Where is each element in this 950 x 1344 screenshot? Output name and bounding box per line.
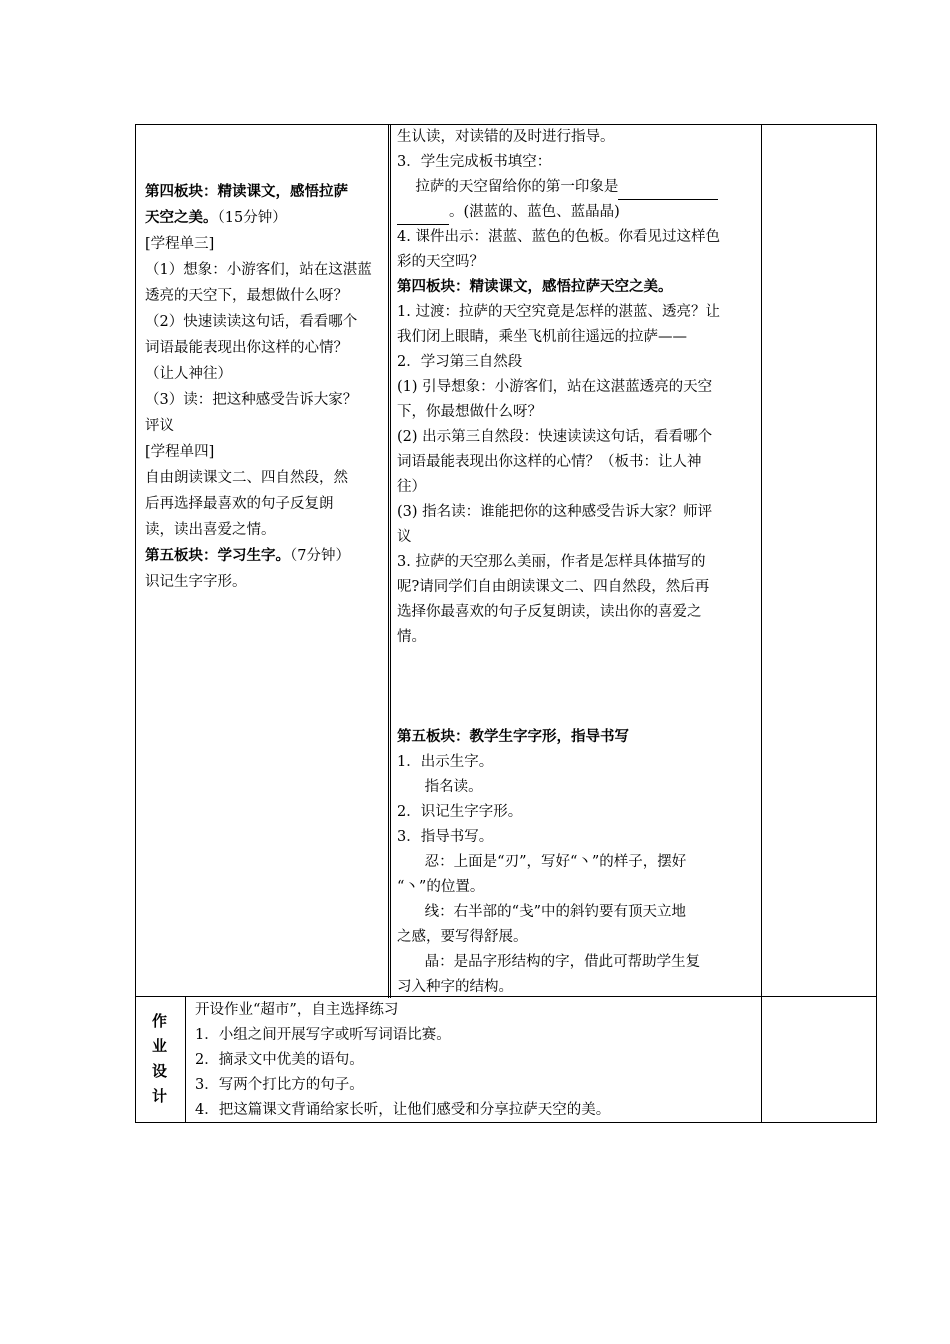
text-line [145, 439, 387, 465]
bold-heading: 第五板块：教学生字字形，指导书写 [397, 729, 629, 745]
body-text: （3）读：把这种感受告诉大家？ [145, 392, 358, 408]
body-text: （2）快速读读这句话，看看哪个 [145, 314, 358, 330]
text-line [397, 275, 759, 300]
text-line [145, 335, 387, 361]
homework-label-char: 业 [152, 1037, 168, 1055]
text-line [397, 150, 759, 175]
body-text: 词语最能表现出你这样的心情？ [145, 340, 348, 356]
body-text: 我们闭上眼睛，乘坐飞机前往遥远的拉萨—— [397, 329, 687, 345]
fill-in-blank [397, 208, 449, 225]
text-line [145, 231, 387, 257]
text-line [397, 325, 759, 350]
text-line [397, 575, 759, 600]
text-line [145, 569, 387, 595]
body-text: 呢?请同学们自由朗读课文二、四自然段，然后再 [397, 579, 710, 595]
text-line [145, 413, 387, 439]
body-text: (1) 引导想象：小游客们，站在这湛蓝透亮的天空 [397, 379, 713, 395]
text-line [145, 179, 387, 205]
text-line [145, 465, 387, 491]
text-line [397, 125, 759, 150]
text-line [397, 700, 759, 725]
homework-item: 4．把这篇课文背诵给家长听，让他们感受和分享拉萨天空的美。 [195, 1102, 611, 1118]
lesson-plan-table [135, 124, 877, 1123]
text-line [145, 543, 387, 569]
homework-item: 1．小组之间开展写字或听写词语比赛。 [195, 1027, 451, 1043]
body-text: 习入种字的结构。 [397, 979, 513, 995]
text-line [145, 387, 387, 413]
text-line [397, 900, 759, 925]
homework-content-cell [195, 998, 755, 1123]
body-text: 4. 课件出示：湛蓝、蓝色的色板。你看见过这样色 [397, 229, 720, 245]
body-text: 1．出示生字。 [397, 754, 494, 770]
text-line [397, 875, 759, 900]
body-text: (2) 出示第三自然段：快速读读这句话，看看哪个 [397, 429, 713, 445]
text-line [397, 825, 759, 850]
body-text: （7分钟） [290, 548, 350, 564]
body-text: [学程单三] [145, 236, 215, 252]
homework-item: 开设作业“超市”，自主选择练习 [195, 1002, 399, 1018]
bold-heading: 第四板块：精读课文，感悟拉萨 [145, 184, 348, 200]
body-text: 往） [397, 479, 426, 495]
bold-heading: 第五板块：学习生字。 [145, 548, 290, 564]
text-line [397, 400, 759, 425]
text-line [397, 775, 759, 800]
body-text: 情。 [397, 629, 426, 645]
student-activity-cell [145, 127, 387, 595]
text-line [397, 200, 759, 225]
body-text: 指名读。 [397, 779, 483, 795]
body-text: 识记生字字形。 [145, 574, 247, 590]
body-text: 词语最能表现出你这样的心情？（板书：让人神 [397, 454, 702, 470]
column-divider-right [761, 125, 762, 1123]
homework-item: 2．摘录文中优美的语句。 [195, 1052, 364, 1068]
body-text: 忍：上面是“刃”，写好“丶”的样子，摆好 [397, 854, 687, 870]
text-line [145, 283, 387, 309]
text-line [397, 850, 759, 875]
body-text: 拉萨的天空留给你的第一印象是 [397, 179, 619, 195]
text-line [397, 250, 759, 275]
text-line [397, 925, 759, 950]
text-line [397, 425, 759, 450]
homework-item: 3．写两个打比方的句子。 [195, 1077, 364, 1093]
body-text: 2．学习第三自然段 [397, 354, 523, 370]
body-text: 透亮的天空下，最想做什么呀？ [145, 288, 348, 304]
blank-line [145, 127, 387, 153]
text-line [397, 975, 759, 1000]
body-text: 读，读出喜爱之情。 [145, 522, 276, 538]
body-text: [学程单四] [145, 444, 215, 460]
homework-label-char: 设 [152, 1062, 168, 1080]
text-line [397, 750, 759, 775]
body-text: 。(湛蓝的、蓝色、蓝晶晶) [449, 204, 620, 220]
homework-label-char: 计 [152, 1087, 168, 1105]
body-text: 议 [397, 529, 412, 545]
body-text: 晶：是品字形结构的字，借此可帮助学生复 [397, 954, 701, 970]
fill-in-blank [618, 183, 718, 200]
text-line [145, 309, 387, 335]
teacher-activity-cell [397, 125, 759, 1000]
text-line [397, 475, 759, 500]
column-divider-left-2 [390, 125, 391, 998]
body-text: 后再选择最喜欢的句子反复朗 [145, 496, 334, 512]
text-line [397, 525, 759, 550]
body-text: （让人神往） [145, 366, 232, 382]
body-text: 之感，要写得舒展。 [397, 929, 528, 945]
text-line [397, 500, 759, 525]
text-line [397, 300, 759, 325]
text-line [397, 950, 759, 975]
body-text: 下，你最想做什么呀？ [397, 404, 542, 420]
body-text: 选择你最喜欢的句子反复朗读，读出你的喜爱之 [397, 604, 702, 620]
bold-heading: 天空之美。 [145, 210, 218, 226]
body-text: 线：右半部的“戋”中的斜钓要有顶天立地 [397, 904, 686, 920]
body-text: 2．识记生字字形。 [397, 804, 523, 820]
homework-label-divider [185, 997, 186, 1123]
text-line [397, 625, 759, 650]
text-line [397, 725, 759, 750]
body-text: 自由朗读课文二、四自然段，然 [145, 470, 348, 486]
column-divider-left [388, 125, 389, 998]
body-text: 3．指导书写。 [397, 829, 494, 845]
text-line [145, 361, 387, 387]
homework-label-char: 作 [152, 1012, 168, 1030]
body-text: （15分钟） [217, 210, 287, 226]
text-line [145, 491, 387, 517]
text-line [397, 175, 759, 200]
text-line [397, 350, 759, 375]
body-text: (3) 指名读：谁能把你的这种感受告诉大家？师评 [397, 504, 713, 520]
text-line [397, 375, 759, 400]
homework-label [152, 1009, 172, 1109]
body-text: （1）想象：小游客们，站在这湛蓝 [145, 262, 372, 278]
text-line [397, 450, 759, 475]
text-line [397, 550, 759, 575]
text-line [397, 800, 759, 825]
body-text: 彩的天空吗？ [397, 254, 484, 270]
text-line [397, 600, 759, 625]
body-text: 评议 [145, 418, 174, 434]
body-text: 3. 拉萨的天空那么美丽，作者是怎样具体描写的 [397, 554, 706, 570]
blank-line [145, 153, 387, 179]
text-line [145, 257, 387, 283]
text-line [145, 517, 387, 543]
body-text: “丶”的位置。 [397, 879, 485, 895]
text-line [397, 675, 759, 700]
body-text: 3．学生完成板书填空： [397, 154, 552, 170]
body-text: 生认读，对读错的及时进行指导。 [397, 129, 615, 145]
text-line [397, 225, 759, 250]
text-line [145, 205, 387, 231]
bold-heading: 第四板块：精读课文，感悟拉萨天空之美。 [397, 279, 673, 295]
text-line [397, 650, 759, 675]
body-text: 1. 过渡：拉萨的天空究竟是怎样的湛蓝、透亮？让 [397, 304, 720, 320]
